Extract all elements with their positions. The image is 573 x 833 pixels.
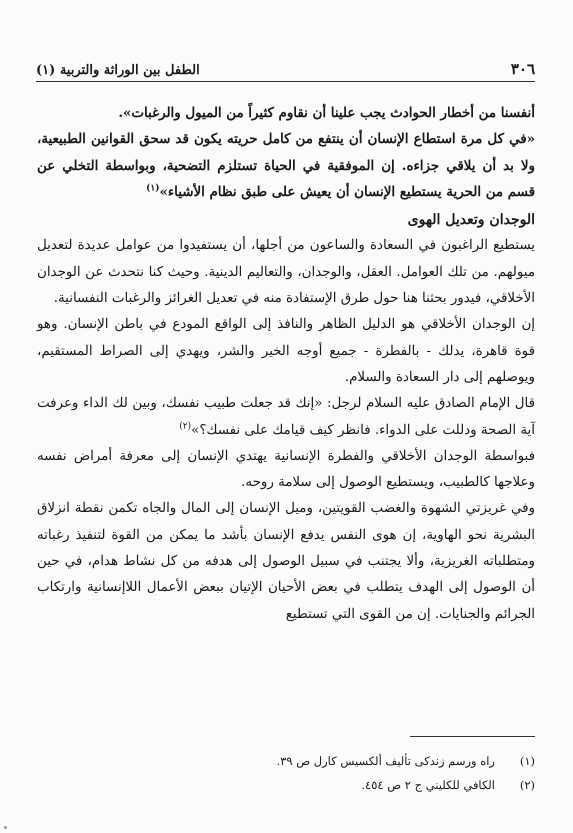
footnote-number: (٢) — [519, 778, 535, 792]
quote-text: «في كل مرة استطاع الإنسان أن ينتفع من كامل حريته يكون قد سحق القوانين الطبيعية، ولا بد أن يلاقي جزاءه. إن الموفقية في الحياة تستلزم التضحية، وبواسطة التخلي عن قسم من الحرية يستطيع الإنسان أن يعيش على طبق نظام الأشياء» — [37, 131, 535, 200]
footnote-number: (١) — [519, 754, 535, 768]
paragraph: فبواسطة الوجدان الأخلاقي والفطرة الإنسانية يهتدي الإنسان إلى معرفة أمراض نفسه وعلاجها كالطبيب، ويستطيع الوصول إلى سلامة روحه. — [37, 448, 535, 491]
footnote-ref-1[interactable]: (١) — [146, 183, 160, 194]
paragraph: يستطيع الراغبون في السعادة والساعون من أجلها، أن يستفيدوا من عوامل عديدة لتعديل ميولهم. من تلك العوامل. العقل، والوجدان، والتعاليم الدينية. وحيث كنا نتحدث عن الوجدان الأخلاقي، فيدور بحثنا هنا حول طرق الإستفادة منه في تعديل الغرائز والرغبات النفسانية. — [37, 238, 535, 307]
paragraph-text: قال الإمام الصادق عليه السلام لرجل: «إنك قد جعلت طبيب نفسك، وبين لك الداء وعرفت آية الصحة ودللت على الدواء. فانظر كيف قيامك على نفسك؟» — [37, 396, 535, 438]
footnote — [37, 749, 535, 773]
section-heading: الوجدان وتعديل الهوى — [407, 212, 535, 229]
paragraph: وفي غريزتي الشهوة والغضب القويتين، وميل الإنسان إلى المال والجاه تكمن نقطة انزلاق البشرية نحو الهاوية، إن هوى النفس يدفع الإنسان بأشد ما يمكن من القوة لتنفيذ رغباته ومتطلباته الغريزية، وألا يجتنب في سبيل الوصول إلى هدفه من كل نشاط هدام، في حين أن الوصول إلى الهدف يتطلب في بعض الأحيان الإتيان ببعض الأعمال اللاإنسانية وارتكاب الجرائم والجنايات. إن من القوى التي تستطيع — [37, 501, 535, 622]
scan-speck — [4, 826, 7, 829]
quote-paragraph — [37, 126, 535, 205]
footnote-divider — [410, 736, 535, 737]
page-number: ٣٠٦ — [510, 60, 535, 78]
page-body — [37, 100, 535, 628]
footnote — [37, 773, 535, 797]
footnote-text: الكافي للكليني ج ٢ ص ٤٥٤. — [361, 778, 495, 792]
footnote-ref-2[interactable]: (٢) — [179, 421, 192, 432]
quote-line: أنفسنا من أخطار الحوادث يجب علينا أن نقاوم كثيراً من الميول والرغبات». — [118, 105, 535, 121]
footnote-text: راه ورسم زندكى تأليف ألكسيس كارل ص ٣٩. — [276, 754, 495, 768]
book-title: الطفل بين الوراثة والتربية (١) — [36, 63, 200, 78]
running-header — [36, 56, 535, 82]
paragraph: إن الوجدان الأخلاقي هو الدليل الظاهر والنافذ إلى الواقع المودع في باطن الإنسان. وهو قوة قاهرة، يدلك - بالفطرة - جميع أوجه الخير والشر، ويهدي إلى الصراط المستقيم، ويوصلهم إلى دار السعادة والسلام. — [37, 317, 535, 385]
footnotes — [37, 749, 535, 797]
paragraph-imam-quote — [37, 391, 535, 444]
